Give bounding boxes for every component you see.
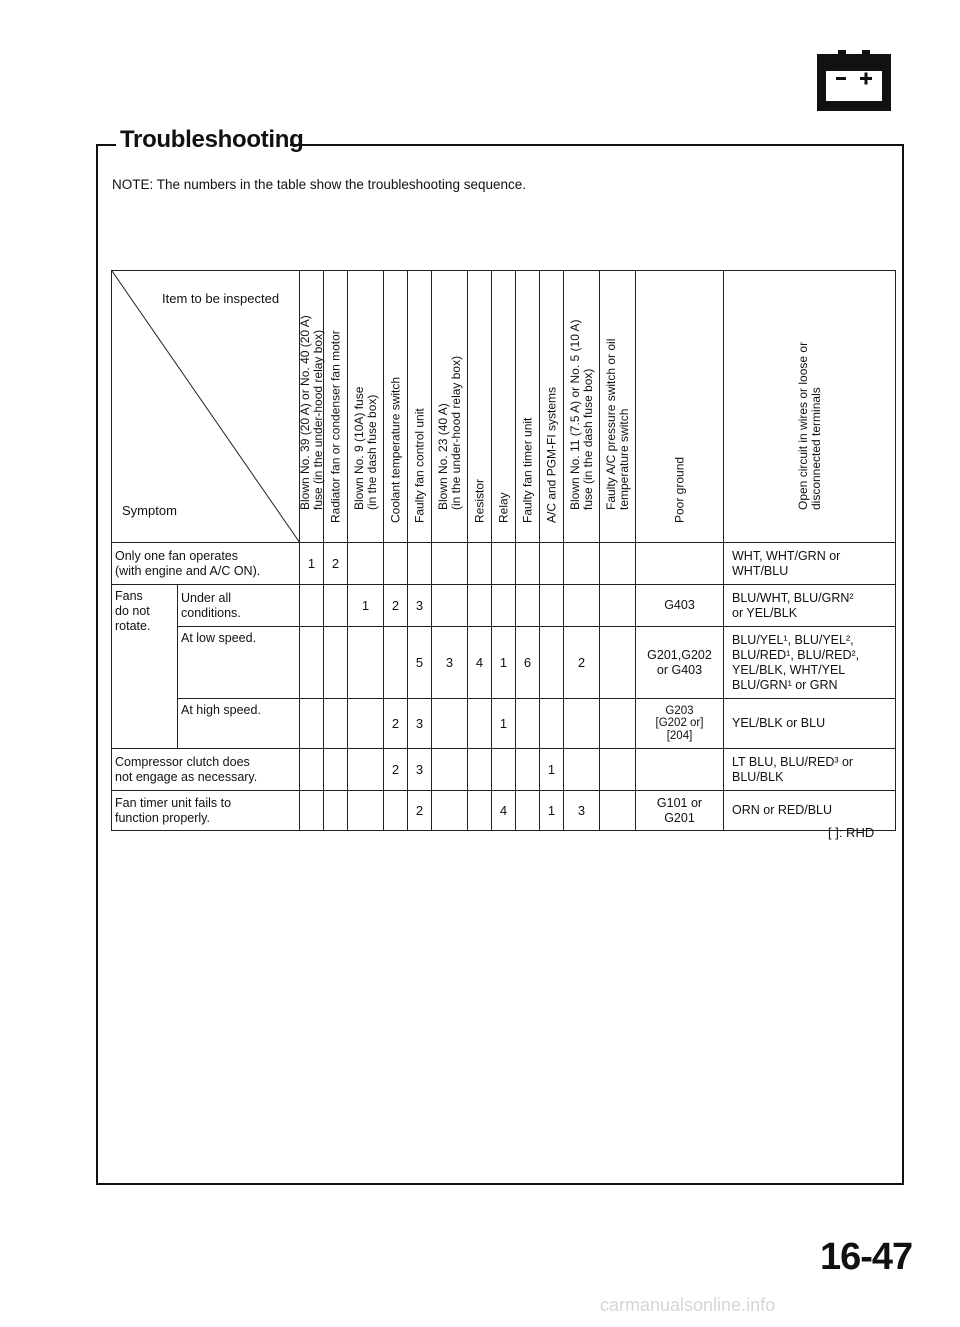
sequence-cell [600,543,636,585]
sequence-cell [468,749,492,791]
column-header: Radiator fan or condenser fan motor [324,271,348,543]
sequence-cell: 2 [324,543,348,585]
sequence-cell [432,749,468,791]
sequence-cell [432,585,468,627]
frame-top-left [96,144,116,146]
column-header: Open circuit in wires or loose or disconnected terminals [724,271,896,543]
sequence-cell [516,749,540,791]
sequence-cell: 2 [564,627,600,699]
column-header: Blown No. 11 (7.5 A) or No. 5 (10 A) fuse (in the dash fuse box) [564,271,600,543]
symptom-cell: Compressor clutch does not engage as necessary. [112,749,300,791]
sequence-cell [324,699,348,749]
sequence-cell: 4 [492,791,516,831]
note-text: NOTE: The numbers in the table show the troubleshooting sequence. [112,177,526,192]
poor-ground-cell: G101 or G201 [636,791,724,831]
sequence-cell: 3 [432,627,468,699]
sequence-cell: 1 [492,627,516,699]
sequence-cell [432,543,468,585]
frame-right [902,144,904,1184]
sequence-cell [564,699,600,749]
column-header: Relay [492,271,516,543]
sequence-cell [564,543,600,585]
sequence-cell: 6 [516,627,540,699]
sequence-cell [468,699,492,749]
sequence-cell [348,627,384,699]
column-header: Faulty fan timer unit [516,271,540,543]
sequence-cell [564,749,600,791]
sequence-cell [324,749,348,791]
table-row [112,543,896,585]
battery-icon [816,50,892,112]
sequence-cell: 2 [384,749,408,791]
column-header: A/C and PGM-FI systems [540,271,564,543]
sequence-cell [516,791,540,831]
watermark: carmanualsonline.info [600,1295,776,1315]
sequence-cell [600,585,636,627]
sequence-cell [300,585,324,627]
sequence-cell: 3 [408,749,432,791]
sequence-cell [348,791,384,831]
sequence-cell [564,585,600,627]
symptom-label: Symptom [122,503,177,518]
sequence-cell: 5 [408,627,432,699]
table-row [112,585,896,627]
column-header: Faulty A/C pressure switch or oil temperature switch [600,271,636,543]
symptom-cell: Under all conditions. [178,585,300,627]
sequence-cell [468,585,492,627]
frame-top-right [290,144,902,146]
sequence-cell: 1 [540,791,564,831]
table-corner [112,271,300,543]
sequence-cell [300,699,324,749]
sequence-cell: 3 [408,699,432,749]
symptom-cell: Fan timer unit fails to function properly. [112,791,300,831]
sequence-cell [540,585,564,627]
sequence-cell [540,543,564,585]
column-header: Blown No. 23 (40 A) (in the under-hood relay box) [432,271,468,543]
sequence-cell [600,699,636,749]
sequence-cell: 3 [564,791,600,831]
frame-bottom [96,1183,904,1185]
page-number: 16-47 [820,1236,913,1278]
sequence-cell [516,585,540,627]
sequence-cell: 2 [384,699,408,749]
sequence-cell [516,543,540,585]
symptom-cell: At low speed. [178,627,300,699]
sequence-cell: 1 [348,585,384,627]
rhd-footnote: [ ]: RHD [828,825,875,840]
sequence-cell: 2 [384,585,408,627]
column-header: Faulty fan control unit [408,271,432,543]
sequence-cell: 1 [540,749,564,791]
sequence-cell: 1 [300,543,324,585]
table-row [112,791,896,831]
sequence-cell [384,627,408,699]
sequence-cell [384,791,408,831]
open-circuit-cell: BLU/YEL¹, BLU/YEL², BLU/RED¹, BLU/RED², YEL/BLK, WHT/YEL BLU/GRN¹ or GRN [724,627,896,699]
sequence-cell [492,543,516,585]
sequence-cell [540,699,564,749]
table-row [112,699,896,749]
fans-group-cell: Fans do not rotate. [112,585,178,749]
sequence-cell [492,749,516,791]
table-row [112,627,896,699]
sequence-cell [432,699,468,749]
sequence-cell [468,543,492,585]
item-to-be-inspected-label: Item to be inspected [162,291,280,306]
sequence-cell: 2 [408,791,432,831]
sequence-cell [492,585,516,627]
sequence-cell [468,791,492,831]
sequence-cell [600,791,636,831]
troubleshooting-table [111,270,896,831]
open-circuit-cell: LT BLU, BLU/RED³ or BLU/BLK [724,749,896,791]
frame-left [96,144,98,1184]
poor-ground-cell: G203 [G202 or] [204] [636,699,724,749]
sequence-cell [516,699,540,749]
sequence-cell [324,791,348,831]
sequence-cell [348,543,384,585]
sequence-cell: 1 [492,699,516,749]
poor-ground-cell [636,543,724,585]
sequence-cell [300,791,324,831]
sequence-cell [348,749,384,791]
open-circuit-cell: YEL/BLK or BLU [724,699,896,749]
open-circuit-cell: ORN or RED/BLU [724,791,896,831]
sequence-cell [408,543,432,585]
column-header: Resistor [468,271,492,543]
sequence-cell [324,585,348,627]
header-row [112,271,896,543]
poor-ground-cell: G403 [636,585,724,627]
sequence-cell [384,543,408,585]
sequence-cell [348,699,384,749]
column-header: Blown No. 9 (10A) fuse (in the dash fuse box) [348,271,384,543]
sequence-cell [324,627,348,699]
sequence-cell [432,791,468,831]
sequence-cell [300,627,324,699]
symptom-cell: At high speed. [178,699,300,749]
symptom-cell: Only one fan operates (with engine and A/C ON). [112,543,300,585]
column-header: Blown No. 39 (20 A) or No. 40 (20 A) fuse (in the under-hood relay box) [300,271,324,543]
open-circuit-cell: BLU/WHT, BLU/GRN² or YEL/BLK [724,585,896,627]
poor-ground-cell [636,749,724,791]
poor-ground-cell: G201,G202 or G403 [636,627,724,699]
open-circuit-cell: WHT, WHT/GRN or WHT/BLU [724,543,896,585]
sequence-cell [300,749,324,791]
sequence-cell [600,627,636,699]
sequence-cell [600,749,636,791]
column-header: Coolant temperature switch [384,271,408,543]
sequence-cell [540,627,564,699]
page-title: Troubleshooting [120,126,304,153]
table-row [112,749,896,791]
sequence-cell: 3 [408,585,432,627]
column-header: Poor ground [636,271,724,543]
sequence-cell: 4 [468,627,492,699]
